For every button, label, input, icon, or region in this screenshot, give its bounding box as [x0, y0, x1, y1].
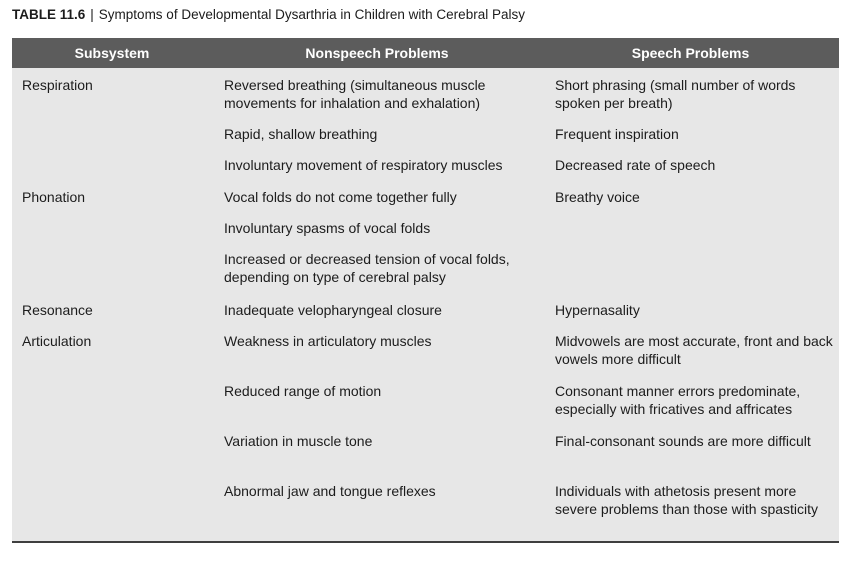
speech-cell: Frequent inspiration: [555, 126, 679, 142]
speech-cell: Breathy voice: [555, 189, 640, 205]
nonspeech-cell: Increased or decreased tension of vocal folds, depending on type of cerebral palsy: [224, 251, 510, 285]
header-subsystem: Subsystem: [74, 45, 150, 61]
nonspeech-cell: Involuntary movement of respiratory muscles: [224, 157, 503, 173]
speech-cell: Decreased rate of speech: [555, 157, 716, 173]
table-caption: [12, 7, 525, 22]
subsystem-cell: Resonance: [22, 302, 93, 318]
nonspeech-cell: Abnormal jaw and tongue reflexes: [224, 483, 436, 499]
nonspeech-cell: Reduced range of motion: [224, 383, 382, 399]
nonspeech-cell: Reversed breathing (simultaneous muscle movements for inhalation and exhalation): [224, 77, 486, 111]
speech-cell: Consonant manner errors predominate, especially with fricatives and affricates: [555, 383, 801, 417]
nonspeech-cell: Variation in muscle tone: [224, 433, 373, 449]
nonspeech-cell: Vocal folds do not come together fully: [224, 189, 457, 205]
nonspeech-cell: Inadequate velopharyngeal closure: [224, 302, 442, 318]
header-nonspeech-problems: Nonspeech Problems: [305, 45, 449, 61]
speech-cell: Hypernasality: [555, 302, 640, 318]
subsystem-cell: Respiration: [22, 77, 93, 93]
speech-cell: Short phrasing (small number of words spoken per breath): [555, 77, 796, 111]
caption-separator: |: [90, 7, 94, 22]
subsystem-cell: Articulation: [22, 333, 92, 349]
speech-cell: Midvowels are most accurate, front and back vowels more difficult: [555, 333, 833, 367]
speech-cell: Final-consonant sounds are more difficult: [555, 433, 811, 449]
speech-cell: Individuals with athetosis present more severe problems than those with spasticity: [555, 483, 819, 517]
table-number: TABLE 11.6: [12, 7, 86, 22]
nonspeech-cell: Involuntary spasms of vocal folds: [224, 220, 431, 236]
header-speech-problems: Speech Problems: [631, 45, 750, 61]
table-header-row: [12, 38, 839, 68]
nonspeech-cell: Rapid, shallow breathing: [224, 126, 378, 142]
symptoms-table: [12, 38, 839, 543]
nonspeech-cell: Weakness in articulatory muscles: [224, 333, 432, 349]
subsystem-cell: Phonation: [22, 189, 86, 205]
table-title: Symptoms of Developmental Dysarthria in Children with Cerebral Palsy: [98, 7, 525, 22]
